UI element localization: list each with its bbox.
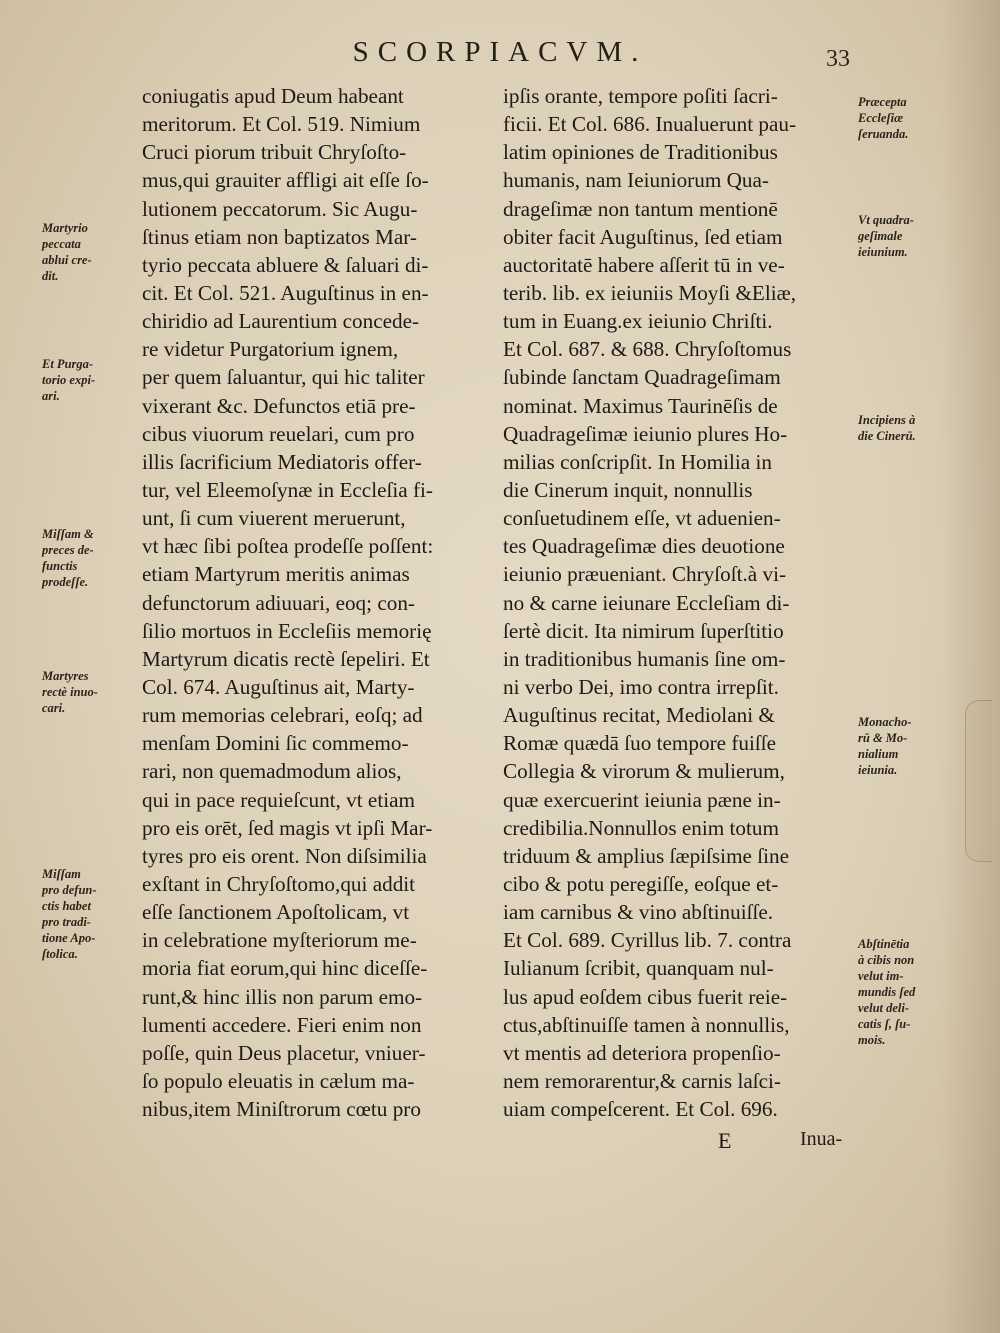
text-line: Cruci piorum tribuit Chryſoſto- [142, 140, 407, 165]
left-margin-note [42, 220, 92, 284]
text-line: moria fiat eorum,qui hinc diceſſe- [142, 956, 428, 981]
text-line: nibus,item Miniſtrorum cœtu pro [142, 1097, 421, 1122]
text-line: ni verbo Dei, imo contra irrepſit. [503, 674, 779, 699]
text-line: menſam Domini ſic commemo- [142, 731, 409, 756]
margin-note-line: Martyrio [42, 221, 88, 235]
text-line: coniugatis apud Deum habeant [142, 84, 404, 108]
margin-note-line: Monacho- [858, 715, 912, 729]
text-line: no & carne ieiunare Eccleſiam di- [503, 590, 790, 615]
text-line: qui in pace requieſcunt, vt etiam [142, 787, 415, 812]
margin-note-line: Præcepta [858, 95, 907, 109]
text-line: Romæ quædā ſuo tempore fuiſſe [503, 731, 777, 756]
text-line: etiam Martyrum meritis animas [142, 562, 410, 587]
text-line: ſubinde ſanctam Quadrageſimam [503, 365, 781, 390]
text-line: cibo & potu peregiſſe, eoſque et- [503, 871, 779, 896]
text-line: chiridio ad Laurentium concede- [142, 309, 420, 334]
text-line: defunctorum adiuuari, eoq; con- [142, 590, 415, 615]
text-line: rum memorias celebrari, eoſq; ad [142, 703, 423, 728]
margin-note-line: ſtolica. [42, 947, 78, 961]
margin-note-line: catis ſ, ſu- [858, 1017, 911, 1031]
text-line: lus apud eoſdem cibus fuerit reie- [503, 984, 788, 1009]
text-line: nominat. Maximus Taurinēſis de [503, 393, 778, 418]
margin-note-line: Martyres [42, 669, 89, 683]
text-line: triduum & amplius ſæpiſsime ſine [503, 843, 790, 868]
text-line: in traditionibus humanis ſine om- [503, 646, 786, 671]
text-line: tyrio peccata abluere & ſaluari di- [142, 252, 429, 277]
text-line: Et Col. 687. & 688. Chryſoſtomus [503, 337, 792, 362]
text-line: vt mentis ad deteriora propenſio- [503, 1040, 781, 1065]
page-edge-tab [965, 700, 992, 862]
margin-note-line: geſimale [858, 229, 903, 243]
margin-note-line: die Cinerū. [858, 429, 916, 443]
margin-note-line: dit. [42, 269, 59, 283]
margin-note-line: rectè inuo- [42, 685, 98, 699]
margin-note-line: prodeſſe. [42, 575, 89, 589]
text-line: auctoritatē habere aſſerit tū in ve- [503, 252, 785, 277]
text-line: latim opiniones de Traditionibus [503, 140, 778, 165]
text-line: quæ exercuerint ieiunia pæne in- [503, 787, 781, 812]
margin-note-line: mois. [858, 1033, 886, 1047]
margin-note-line: Incipiens à [858, 413, 916, 427]
running-head: SCORPIACVM. [352, 36, 648, 68]
margin-note-line: Eccleſiæ [858, 111, 904, 125]
right-text-column [503, 82, 853, 1123]
margin-note-line: mundis ſed [858, 985, 916, 999]
margin-note-line: velut deli- [858, 1001, 910, 1015]
text-line: illis ſacrificium Mediatoris offer- [142, 449, 422, 474]
right-margin-note [858, 714, 911, 778]
text-line: cibus viuorum reuelari, cum pro [142, 421, 415, 446]
folio-number: 33 [826, 46, 850, 72]
right-margin-note [858, 936, 915, 1048]
signature-mark: E [718, 1128, 732, 1153]
text-line: Collegia & virorum & mulierum, [503, 759, 785, 784]
text-line: runt,& hinc illis non parum emo- [142, 984, 423, 1009]
margin-note-line: Miſſam & [42, 527, 94, 541]
text-line: re videtur Purgatorium ignem, [142, 337, 399, 362]
text-line: nem remorarentur,& carnis laſci- [503, 1068, 781, 1093]
left-margin-note [42, 668, 98, 716]
text-line: credibilia.Nonnullos enim totum [503, 815, 779, 840]
text-line: uiam compeſcerent. Et Col. 696. [503, 1097, 778, 1122]
margin-note-line: velut im- [858, 969, 904, 983]
text-line: tur, vel Eleemoſynæ in Eccleſia fi- [142, 477, 433, 502]
text-line: unt, ſi cum viuerent meruerunt, [142, 506, 406, 531]
margin-note-line: Vt quadra- [858, 213, 914, 227]
margin-note-line: ieiunia. [858, 763, 898, 777]
margin-note-line: ſeruanda. [858, 127, 909, 141]
text-line: Iulianum ſcribit, quanquam nul- [503, 956, 774, 981]
margin-note-line: Abſtinētia [858, 937, 910, 951]
text-line: ſertè dicit. Ita nimirum ſuperſtitio [503, 618, 784, 643]
margin-note-line: ctis habet [42, 899, 91, 913]
text-line: meritorum. Et Col. 519. Nimium [142, 112, 421, 137]
text-line: mus,qui grauiter affligi ait eſſe ſo- [142, 168, 429, 193]
left-text-column [142, 82, 492, 1123]
right-margin-note [858, 412, 916, 444]
margin-note-line: Miſſam [42, 867, 81, 881]
text-line: in celebratione myſteriorum me- [142, 928, 417, 953]
text-line: die Cinerum inquit, nonnullis [503, 477, 753, 502]
text-line: Quadrageſimæ ieiunio plures Ho- [503, 421, 788, 446]
text-line: ſtinus etiam non baptizatos Mar- [142, 224, 417, 249]
text-line: vixerant &c. Defunctos etiā pre- [142, 393, 416, 418]
text-line: ſilio mortuos in Eccleſiis memorię [142, 618, 432, 643]
margin-note-line: cari. [42, 701, 66, 715]
text-line: ſo populo eleuatis in cælum ma- [142, 1068, 415, 1093]
text-line: rari, non quemadmodum alios, [142, 759, 402, 784]
text-line: ctus,abſtinuiſſe tamen à nonnullis, [503, 1012, 790, 1037]
text-line: humanis, nam Ieiuniorum Qua- [503, 168, 769, 193]
margin-note-line: ari. [42, 389, 60, 403]
right-margin-note [858, 212, 914, 260]
left-margin-note [42, 526, 94, 590]
left-margin-note [42, 866, 97, 962]
text-line: iam carnibus & vino abſtinuiſſe. [503, 900, 774, 925]
margin-note-line: functis [42, 559, 78, 573]
text-line: lumenti accedere. Fieri enim non [142, 1012, 422, 1037]
text-line: Martyrum dicatis rectè ſepeliri. Et [142, 646, 430, 671]
text-line: ipſis orante, tempore poſiti ſacri- [503, 84, 778, 108]
margin-note-line: rū & Mo- [858, 731, 908, 745]
margin-note-line: peccata [42, 237, 81, 251]
text-line: ieiunio præueniant. Chryſoſt.à vi- [503, 562, 787, 587]
text-line: terib. lib. ex ieiuniis Moyſi &Eliæ, [503, 280, 797, 305]
margin-note-line: Et Purga- [42, 357, 94, 371]
margin-note-line: nialium [858, 747, 899, 761]
text-line: drageſimæ non tantum mentionē [503, 196, 778, 221]
text-line: Et Col. 689. Cyrillus lib. 7. contra [503, 928, 792, 953]
catchword: Inua- [800, 1128, 843, 1150]
text-line: tes Quadrageſimæ dies deuotione [503, 534, 785, 559]
margin-note-line: tione Apo- [42, 931, 96, 945]
text-line: Col. 674. Auguſtinus ait, Marty- [142, 674, 415, 699]
margin-note-line: torio expi- [42, 373, 96, 387]
text-line: poſſe, quin Deus placetur, vniuer- [142, 1040, 426, 1065]
left-margin-note [42, 356, 95, 404]
text-line: tum in Euang.ex ieiunio Chriſti. [503, 309, 773, 334]
margin-note-line: pro tradi- [42, 915, 91, 929]
text-line: tyres pro eis orent. Non diſsimilia [142, 843, 427, 868]
text-line: eſſe ſanctionem Apoſtolicam, vt [142, 900, 410, 925]
text-line: milias conſcripſit. In Homilia in [503, 449, 772, 474]
text-line: exſtant in Chryſoſtomo,qui addit [142, 871, 416, 896]
margin-note-line: pro defun- [42, 883, 97, 897]
margin-note-line: ieiunium. [858, 245, 908, 259]
right-margin-note [858, 94, 908, 142]
text-line: per quem ſaluantur, qui hic taliter [142, 365, 425, 390]
text-line: vt hæc ſibi poſtea prodeſſe poſſent: [142, 534, 434, 559]
text-line: lutionem peccatorum. Sic Augu- [142, 196, 418, 221]
margin-note-line: ablui cre- [42, 253, 92, 267]
text-line: Auguſtinus recitat, Mediolani & [503, 703, 775, 728]
text-line: ficii. Et Col. 686. Inualuerunt pau- [503, 112, 797, 137]
text-line: cit. Et Col. 521. Auguſtinus in en- [142, 280, 429, 305]
text-line: pro eis orēt, ſed magis vt ipſi Mar- [142, 815, 433, 840]
margin-note-line: preces de- [42, 543, 94, 557]
text-line: conſuetudinem eſſe, vt aduenien- [503, 506, 781, 531]
text-line: obiter facit Auguſtinus, ſed etiam [503, 224, 783, 249]
margin-note-line: à cibis non [858, 953, 915, 967]
